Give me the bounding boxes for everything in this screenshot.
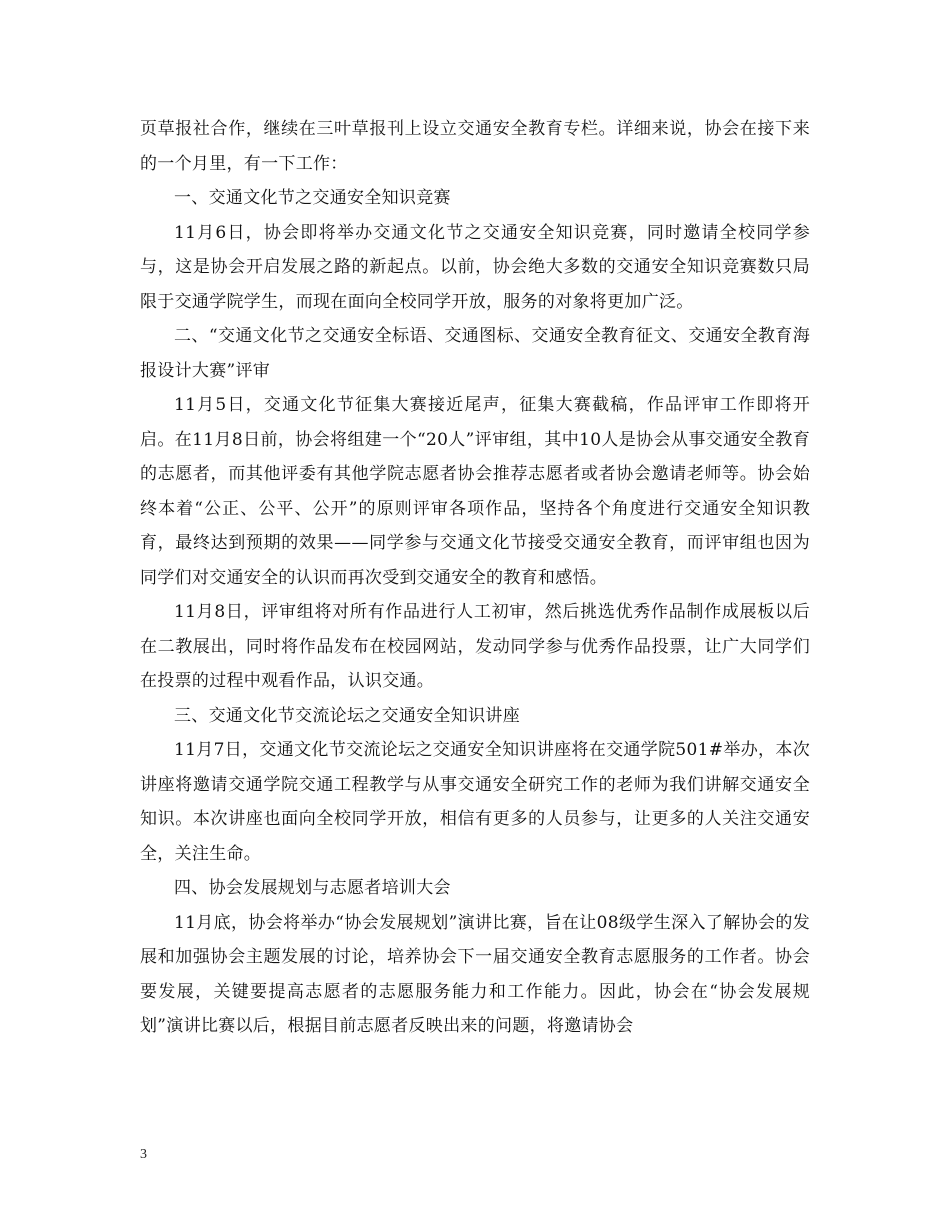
section-heading: 四、协会发展规划与志愿者培训大会 [174, 878, 451, 898]
paragraph: 11月底，协会将举办“协会发展规划”演讲比赛，旨在让08级学生深入了解协会的发展和加强协会主题发展的讨论，培养协会下一届交通安全教育志愿服务的工作者。协会要发展，关键要提高志愿者的志愿服务能力和工作能力。因此，协会在“协会发展规划”演讲比赛以后，根据目前志愿者反映出来的问题，将邀请协会 [140, 912, 810, 1036]
paragraph: 11月7日，交通文化节交流论坛之交通安全知识讲座将在交通学院501#举办，本次讲座将邀请交通学院交通工程教学与从事交通安全研究工作的老师为我们讲解交通安全知识。本次讲座也面向全校同学开放，相信有更多的人员参与，让更多的人关注交通安全，关注生命。 [140, 740, 810, 864]
section-heading: 一、交通文化节之交通安全知识竞赛 [174, 188, 451, 208]
document-body [140, 112, 810, 1044]
paragraph: 11月5日，交通文化节征集大赛接近尾声，征集大赛截稿，作品评审工作即将开启。在11月8日前，协会将组建一个“20人”评审组，其中10人是协会从事交通安全教育的志愿者，而其他评委有其他学院志愿者协会推荐志愿者或者协会邀请老师等。协会始终本着“公正、公平、公开”的原则评审各项作品，坚持各个角度进行交通安全知识教育，最终达到预期的效果——同学参与交通文化节接受交通安全教育，而评审组也因为同学们对交通安全的认识而再次受到交通安全的教育和感悟。 [140, 395, 810, 588]
paragraph: 页草报社合作，继续在三叶草报刊上设立交通安全教育专栏。详细来说，协会在接下来的一个月里，有一下工作： [140, 119, 810, 174]
paragraph: 11月6日，协会即将举办交通文化节之交通安全知识竞赛，同时邀请全校同学参与，这是协会开启发展之路的新起点。以前，协会绝大多数的交通安全知识竞赛数只局限于交通学院学生，而现在面向全校同学开放，服务的对象将更加广泛。 [140, 222, 810, 312]
section-heading: 三、交通文化节交流论坛之交通安全知识讲座 [174, 705, 520, 726]
paragraph: 11月8日，评审组将对所有作品进行人工初审，然后挑选优秀作品制作成展板以后在二教展出，同时将作品发布在校园网站，发动同学参与优秀作品投票，让广大同学们在投票的过程中观看作品，认识交通。 [140, 602, 810, 691]
section-heading: 二、“交通文化节之交通安全标语、交通图标、交通安全教育征文、交通安全教育海报设计大赛”评审 [140, 326, 810, 381]
page-number: 3 [140, 1147, 147, 1162]
